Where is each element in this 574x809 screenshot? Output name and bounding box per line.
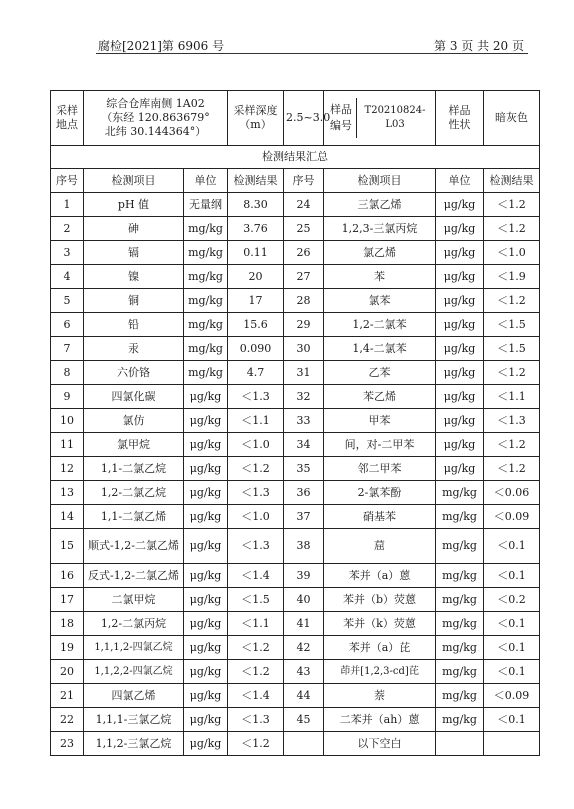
unit-left: μg/kg bbox=[184, 564, 228, 588]
result-left: 0.090 bbox=[228, 337, 284, 361]
row-number-right: 37 bbox=[284, 505, 324, 529]
row-number-right bbox=[284, 732, 324, 756]
unit-left: mg/kg bbox=[184, 217, 228, 241]
row-number-right: 42 bbox=[284, 636, 324, 660]
unit-left: mg/kg bbox=[184, 313, 228, 337]
result-left: ＜1.3 bbox=[228, 708, 284, 732]
result-right: ＜0.1 bbox=[484, 708, 540, 732]
unit-right: mg/kg bbox=[436, 660, 484, 684]
unit-left: μg/kg bbox=[184, 433, 228, 457]
result-left: ＜1.2 bbox=[228, 457, 284, 481]
test-item-left: 四氯乙烯 bbox=[84, 684, 184, 708]
row-number-right: 43 bbox=[284, 660, 324, 684]
result-right: ＜1.2 bbox=[484, 217, 540, 241]
result-right: ＜1.2 bbox=[484, 457, 540, 481]
result-left: ＜1.0 bbox=[228, 505, 284, 529]
row-number-left: 21 bbox=[51, 684, 84, 708]
test-item-left: 砷 bbox=[84, 217, 184, 241]
result-left: 20 bbox=[228, 265, 284, 289]
result-right: ＜1.9 bbox=[484, 265, 540, 289]
col-header-no-1: 序号 bbox=[51, 169, 84, 193]
test-item-left: 顺式-1,2-二氯乙烯 bbox=[84, 529, 184, 564]
test-item-left: 氯甲烷 bbox=[84, 433, 184, 457]
row-number-left: 17 bbox=[51, 588, 84, 612]
result-left: 17 bbox=[228, 289, 284, 313]
unit-left: μg/kg bbox=[184, 732, 228, 756]
test-item-left: 1,1,1,2-四氯乙烷 bbox=[84, 636, 184, 660]
result-right: ＜1.3 bbox=[484, 409, 540, 433]
table-row bbox=[51, 457, 540, 481]
row-number-left: 8 bbox=[51, 361, 84, 385]
row-number-left: 11 bbox=[51, 433, 84, 457]
test-item-left: 1,1,1-三氯乙烷 bbox=[84, 708, 184, 732]
test-item-right: 氯苯 bbox=[324, 289, 436, 313]
unit-left: μg/kg bbox=[184, 505, 228, 529]
row-number-left: 1 bbox=[51, 193, 84, 217]
test-item-left: 1,2-二氯乙烷 bbox=[84, 481, 184, 505]
table-row bbox=[51, 241, 540, 265]
result-right: ＜1.1 bbox=[484, 385, 540, 409]
row-number-left: 19 bbox=[51, 636, 84, 660]
test-item-left: 镍 bbox=[84, 265, 184, 289]
unit-right: μg/kg bbox=[436, 409, 484, 433]
column-header-row bbox=[51, 169, 540, 193]
result-left: 15.6 bbox=[228, 313, 284, 337]
location-value bbox=[84, 91, 228, 146]
unit-left: μg/kg bbox=[184, 684, 228, 708]
row-number-right: 32 bbox=[284, 385, 324, 409]
row-number-right: 28 bbox=[284, 289, 324, 313]
unit-right: μg/kg bbox=[436, 433, 484, 457]
test-item-right: 苯 bbox=[324, 265, 436, 289]
test-item-right: 1,2,3-三氯丙烷 bbox=[324, 217, 436, 241]
table-row bbox=[51, 529, 540, 564]
depth-label-line-1: 采样深度 bbox=[233, 104, 278, 117]
location-line-3: 北纬 30.144364°） bbox=[104, 125, 207, 138]
table-row bbox=[51, 433, 540, 457]
result-right: ＜0.09 bbox=[484, 505, 540, 529]
row-number-right: 24 bbox=[284, 193, 324, 217]
result-right: ＜0.1 bbox=[484, 636, 540, 660]
row-number-right: 30 bbox=[284, 337, 324, 361]
result-right: ＜0.1 bbox=[484, 564, 540, 588]
unit-left: mg/kg bbox=[184, 265, 228, 289]
result-right: ＜1.5 bbox=[484, 313, 540, 337]
unit-right: mg/kg bbox=[436, 481, 484, 505]
unit-right: μg/kg bbox=[436, 193, 484, 217]
table-row bbox=[51, 505, 540, 529]
sample-no-label-line-1: 样品 bbox=[330, 103, 353, 116]
row-number-right: 39 bbox=[284, 564, 324, 588]
test-item-right: 甲苯 bbox=[324, 409, 436, 433]
table-row bbox=[51, 684, 540, 708]
result-left: ＜1.4 bbox=[228, 684, 284, 708]
unit-right: μg/kg bbox=[436, 241, 484, 265]
row-number-left: 3 bbox=[51, 241, 84, 265]
unit-left: μg/kg bbox=[184, 457, 228, 481]
location-label: 采样地点 bbox=[51, 91, 84, 146]
test-item-left: 二氯甲烷 bbox=[84, 588, 184, 612]
property-label-line-2: 性状 bbox=[448, 118, 471, 131]
unit-left: μg/kg bbox=[184, 588, 228, 612]
col-header-unit-1: 单位 bbox=[184, 169, 228, 193]
test-item-left: 氯仿 bbox=[84, 409, 184, 433]
unit-right: mg/kg bbox=[436, 529, 484, 564]
property-value: 暗灰色 bbox=[484, 91, 540, 146]
property-label bbox=[436, 91, 484, 146]
result-right: ＜0.06 bbox=[484, 481, 540, 505]
row-number-left: 18 bbox=[51, 612, 84, 636]
unit-left: μg/kg bbox=[184, 660, 228, 684]
depth-label bbox=[228, 91, 284, 146]
unit-left: μg/kg bbox=[184, 636, 228, 660]
result-left: ＜1.0 bbox=[228, 433, 284, 457]
table-row bbox=[51, 612, 540, 636]
test-item-right: 萘 bbox=[324, 684, 436, 708]
row-number-left: 16 bbox=[51, 564, 84, 588]
col-header-result-2: 检测结果 bbox=[484, 169, 540, 193]
table-row bbox=[51, 660, 540, 684]
result-right: ＜1.5 bbox=[484, 337, 540, 361]
table-row bbox=[51, 361, 540, 385]
col-header-no-2: 序号 bbox=[284, 169, 324, 193]
unit-right: mg/kg bbox=[436, 588, 484, 612]
test-item-right: 苯乙烯 bbox=[324, 385, 436, 409]
result-right: ＜1.2 bbox=[484, 289, 540, 313]
result-right: ＜1.2 bbox=[484, 193, 540, 217]
test-item-left: 1,1,2,2-四氯乙烷 bbox=[84, 660, 184, 684]
test-item-right: 苯并（a）芘 bbox=[324, 636, 436, 660]
unit-left: 无量纲 bbox=[184, 193, 228, 217]
col-header-unit-2: 单位 bbox=[436, 169, 484, 193]
unit-left: μg/kg bbox=[184, 481, 228, 505]
unit-right: mg/kg bbox=[436, 708, 484, 732]
table-row bbox=[51, 193, 540, 217]
unit-right: μg/kg bbox=[436, 217, 484, 241]
row-number-right: 41 bbox=[284, 612, 324, 636]
result-right: ＜1.0 bbox=[484, 241, 540, 265]
col-header-item-2: 检测项目 bbox=[324, 169, 436, 193]
test-item-left: 1,1-二氯乙烯 bbox=[84, 505, 184, 529]
result-left: 8.30 bbox=[228, 193, 284, 217]
test-item-left: 铜 bbox=[84, 289, 184, 313]
test-item-right: 苯并（a）蒽 bbox=[324, 564, 436, 588]
table-row bbox=[51, 289, 540, 313]
result-left: ＜1.5 bbox=[228, 588, 284, 612]
test-item-left: 铅 bbox=[84, 313, 184, 337]
table-row bbox=[51, 217, 540, 241]
result-right: ＜0.1 bbox=[484, 529, 540, 564]
table-row bbox=[51, 313, 540, 337]
unit-left: μg/kg bbox=[184, 385, 228, 409]
row-number-right: 34 bbox=[284, 433, 324, 457]
test-item-right: 2-氯苯酚 bbox=[324, 481, 436, 505]
row-number-left: 20 bbox=[51, 660, 84, 684]
test-item-left: 汞 bbox=[84, 337, 184, 361]
table-row bbox=[51, 265, 540, 289]
result-left: 4.7 bbox=[228, 361, 284, 385]
result-left: ＜1.3 bbox=[228, 481, 284, 505]
unit-right: μg/kg bbox=[436, 313, 484, 337]
unit-right: μg/kg bbox=[436, 385, 484, 409]
unit-right: μg/kg bbox=[436, 289, 484, 313]
unit-left: μg/kg bbox=[184, 612, 228, 636]
result-right: ＜0.1 bbox=[484, 612, 540, 636]
test-item-left: pH 值 bbox=[84, 193, 184, 217]
test-item-left: 1,1,2-三氯乙烷 bbox=[84, 732, 184, 756]
result-left: ＜1.1 bbox=[228, 612, 284, 636]
row-number-left: 5 bbox=[51, 289, 84, 313]
row-number-right: 45 bbox=[284, 708, 324, 732]
result-left: ＜1.3 bbox=[228, 529, 284, 564]
test-item-right: 邻二甲苯 bbox=[324, 457, 436, 481]
test-item-left: 1,1-二氯乙烷 bbox=[84, 457, 184, 481]
row-number-right: 36 bbox=[284, 481, 324, 505]
results-table bbox=[50, 90, 540, 756]
row-number-right: 33 bbox=[284, 409, 324, 433]
result-right: ＜0.2 bbox=[484, 588, 540, 612]
sample-info-row bbox=[51, 91, 540, 146]
col-header-item-1: 检测项目 bbox=[84, 169, 184, 193]
table-row bbox=[51, 708, 540, 732]
row-number-left: 13 bbox=[51, 481, 84, 505]
test-item-right: 1,2-二氯苯 bbox=[324, 313, 436, 337]
table-row bbox=[51, 385, 540, 409]
row-number-right: 35 bbox=[284, 457, 324, 481]
row-number-left: 23 bbox=[51, 732, 84, 756]
header-rule bbox=[96, 53, 528, 54]
result-right bbox=[484, 732, 540, 756]
row-number-right: 25 bbox=[284, 217, 324, 241]
unit-left: mg/kg bbox=[184, 337, 228, 361]
row-number-left: 7 bbox=[51, 337, 84, 361]
sample-no-label-line-2: 编号 bbox=[330, 119, 353, 132]
result-right: ＜0.09 bbox=[484, 684, 540, 708]
unit-left: mg/kg bbox=[184, 289, 228, 313]
test-item-right: 乙苯 bbox=[324, 361, 436, 385]
table-row bbox=[51, 481, 540, 505]
test-item-right: 间，对-二甲苯 bbox=[324, 433, 436, 457]
location-line-2: （东经 120.863679° bbox=[101, 111, 210, 124]
table-row bbox=[51, 732, 540, 756]
result-left: ＜1.1 bbox=[228, 409, 284, 433]
col-header-result-1: 检测结果 bbox=[228, 169, 284, 193]
test-item-right: 硝基苯 bbox=[324, 505, 436, 529]
unit-right: mg/kg bbox=[436, 505, 484, 529]
row-number-right: 44 bbox=[284, 684, 324, 708]
result-left: ＜1.2 bbox=[228, 636, 284, 660]
row-number-right: 31 bbox=[284, 361, 324, 385]
result-right: ＜0.1 bbox=[484, 660, 540, 684]
unit-right: mg/kg bbox=[436, 564, 484, 588]
sample-no-value: T20210824-L03 bbox=[364, 105, 426, 130]
row-number-left: 10 bbox=[51, 409, 84, 433]
unit-right: μg/kg bbox=[436, 361, 484, 385]
unit-right: mg/kg bbox=[436, 612, 484, 636]
sample-number bbox=[324, 91, 436, 146]
table-row bbox=[51, 588, 540, 612]
test-item-left: 1,2-二氯丙烷 bbox=[84, 612, 184, 636]
test-item-right: 以下空白 bbox=[324, 732, 436, 756]
result-left: 0.11 bbox=[228, 241, 284, 265]
result-left: ＜1.2 bbox=[228, 660, 284, 684]
test-item-right: 1,4-二氯苯 bbox=[324, 337, 436, 361]
document-number: 腐检[2021]第 6906 号 bbox=[98, 39, 225, 53]
table-row bbox=[51, 636, 540, 660]
test-item-right: 三氯乙烯 bbox=[324, 193, 436, 217]
row-number-right: 40 bbox=[284, 588, 324, 612]
row-number-left: 9 bbox=[51, 385, 84, 409]
row-number-right: 38 bbox=[284, 529, 324, 564]
test-item-right: 䓛 bbox=[324, 529, 436, 564]
summary-title: 检测结果汇总 bbox=[51, 146, 540, 169]
table-row bbox=[51, 337, 540, 361]
test-item-left: 六价铬 bbox=[84, 361, 184, 385]
result-right: ＜1.2 bbox=[484, 361, 540, 385]
test-item-left: 四氯化碳 bbox=[84, 385, 184, 409]
unit-right: mg/kg bbox=[436, 636, 484, 660]
row-number-left: 6 bbox=[51, 313, 84, 337]
row-number-left: 4 bbox=[51, 265, 84, 289]
table-row bbox=[51, 409, 540, 433]
property-label-line-1: 样品 bbox=[448, 104, 471, 117]
row-number-right: 27 bbox=[284, 265, 324, 289]
test-item-right: 氯乙烯 bbox=[324, 241, 436, 265]
row-number-left: 14 bbox=[51, 505, 84, 529]
unit-left: μg/kg bbox=[184, 409, 228, 433]
unit-left: mg/kg bbox=[184, 361, 228, 385]
unit-right: mg/kg bbox=[436, 684, 484, 708]
unit-right: μg/kg bbox=[436, 337, 484, 361]
location-line-1: 综合仓库南侧 1A02 bbox=[106, 97, 205, 110]
test-item-right: 茚并[1,2,3-cd]芘 bbox=[324, 660, 436, 684]
result-right: ＜1.2 bbox=[484, 433, 540, 457]
row-number-left: 2 bbox=[51, 217, 84, 241]
unit-right bbox=[436, 732, 484, 756]
row-number-right: 29 bbox=[284, 313, 324, 337]
depth-value: 2.5~3.0 bbox=[284, 91, 324, 146]
row-number-left: 12 bbox=[51, 457, 84, 481]
result-left: ＜1.2 bbox=[228, 732, 284, 756]
test-item-right: 苯并（k）荧蒽 bbox=[324, 612, 436, 636]
result-left: 3.76 bbox=[228, 217, 284, 241]
test-item-right: 苯并（b）荧蒽 bbox=[324, 588, 436, 612]
unit-left: mg/kg bbox=[184, 241, 228, 265]
unit-right: μg/kg bbox=[436, 457, 484, 481]
result-left: ＜1.4 bbox=[228, 564, 284, 588]
table-row bbox=[51, 564, 540, 588]
test-item-right: 二苯并（ah）蒽 bbox=[324, 708, 436, 732]
summary-title-row bbox=[51, 146, 540, 169]
test-item-left: 镉 bbox=[84, 241, 184, 265]
test-item-left: 反式-1,2-二氯乙烯 bbox=[84, 564, 184, 588]
row-number-left: 15 bbox=[51, 529, 84, 564]
depth-label-line-2: （m） bbox=[239, 118, 272, 131]
result-left: ＜1.3 bbox=[228, 385, 284, 409]
page-number: 第 3 页 共 20 页 bbox=[434, 39, 524, 53]
row-number-left: 22 bbox=[51, 708, 84, 732]
row-number-right: 26 bbox=[284, 241, 324, 265]
unit-left: μg/kg bbox=[184, 708, 228, 732]
unit-right: μg/kg bbox=[436, 265, 484, 289]
unit-left: μg/kg bbox=[184, 529, 228, 564]
